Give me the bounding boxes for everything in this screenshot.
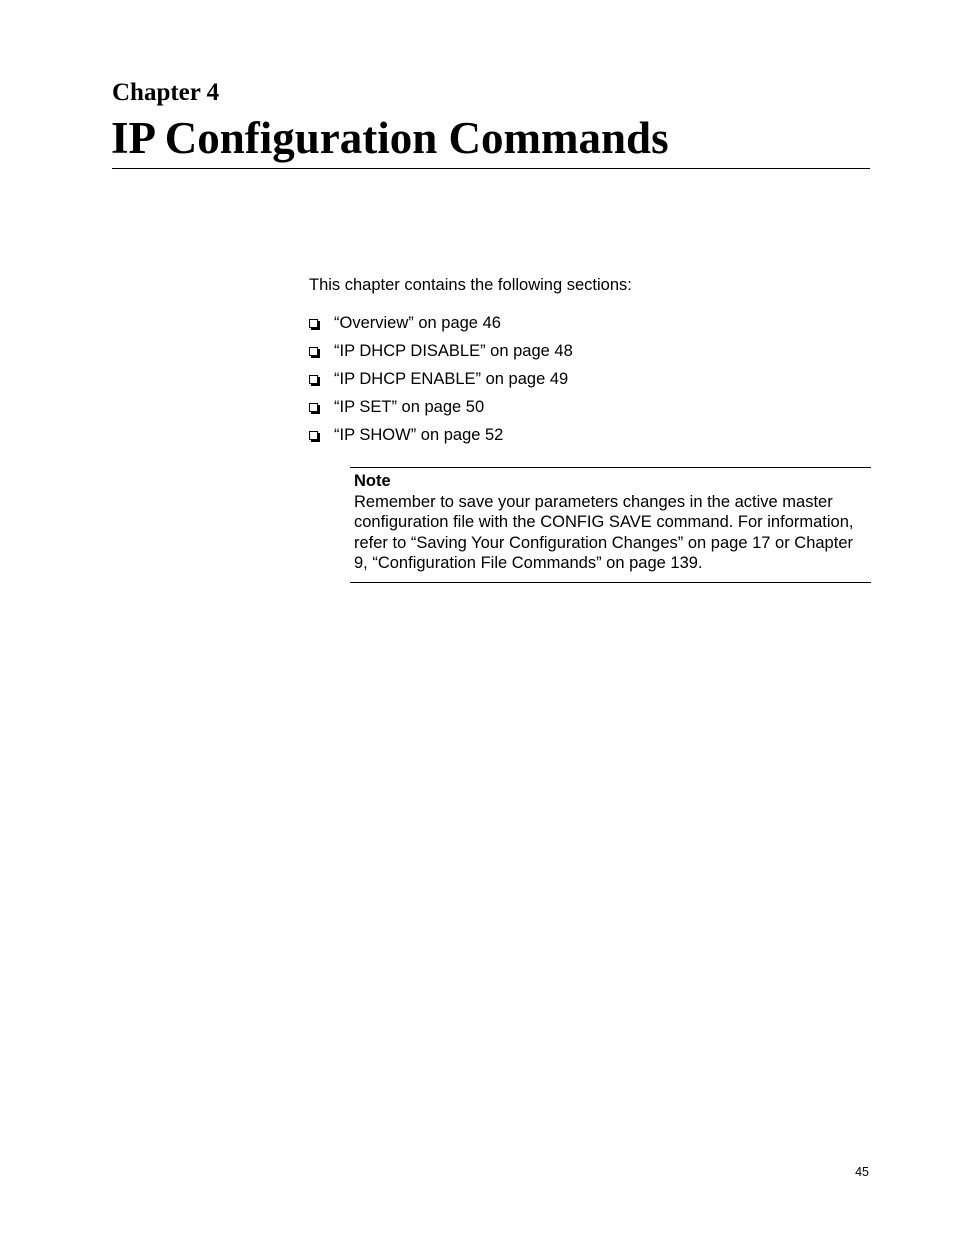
chapter-title: IP Configuration Commands [111, 113, 669, 163]
note-body: Remember to save your parameters changes in the active master configuration file with the CONFIG SAVE command. For information, refer to “Saving Your Configuration Changes” on page 17 or Chapter 9, “Configuration File Commands” on page 139. [354, 492, 854, 572]
section-link[interactable]: “Overview” on page 46 [334, 314, 501, 332]
section-link[interactable]: “IP DHCP ENABLE” on page 49 [334, 370, 569, 388]
page-number: 45 [855, 1165, 869, 1179]
list-item[interactable] [309, 312, 573, 340]
section-link[interactable]: “IP SET” on page 50 [334, 398, 485, 416]
note-box [350, 467, 871, 583]
section-link[interactable]: “IP SHOW” on page 52 [334, 426, 504, 444]
note-heading: Note [354, 472, 391, 490]
list-item[interactable] [309, 368, 573, 396]
section-list [309, 312, 573, 452]
list-item[interactable] [309, 396, 573, 424]
checkbox-bullet-icon [309, 375, 318, 384]
checkbox-bullet-icon [309, 431, 318, 440]
list-item[interactable] [309, 424, 573, 452]
intro-text: This chapter contains the following sections: [309, 276, 632, 294]
title-divider [112, 168, 870, 169]
checkbox-bullet-icon [309, 347, 318, 356]
list-item[interactable] [309, 340, 573, 368]
chapter-label: Chapter 4 [112, 79, 220, 106]
checkbox-bullet-icon [309, 403, 318, 412]
checkbox-bullet-icon [309, 319, 318, 328]
section-link[interactable]: “IP DHCP DISABLE” on page 48 [334, 342, 573, 360]
